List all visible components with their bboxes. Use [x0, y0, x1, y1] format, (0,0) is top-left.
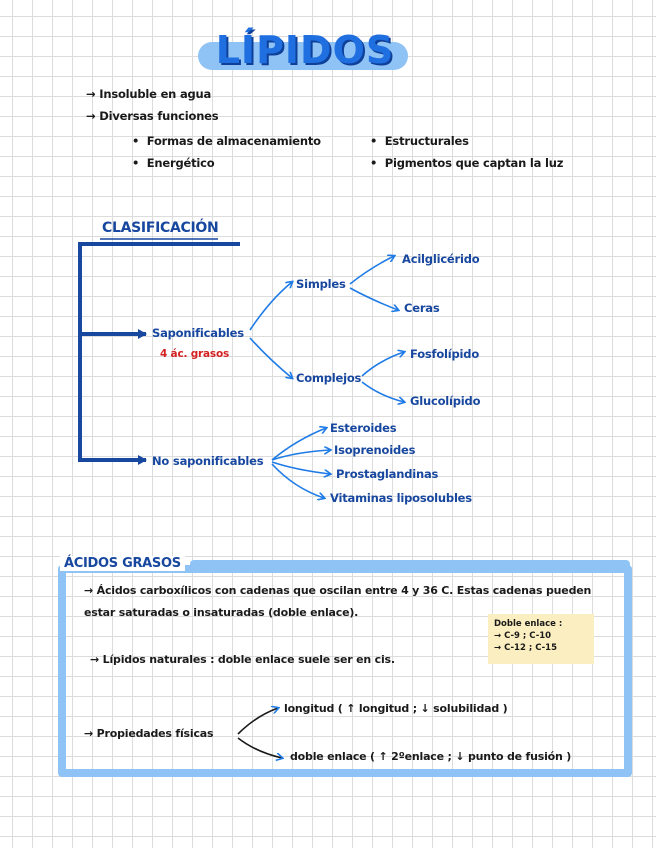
branch-simples — [250, 282, 292, 330]
branch-esteroides — [272, 428, 326, 460]
lipidos-naturales: → Lípidos naturales : doble enlace suele ser en cis. — [90, 653, 395, 666]
classification-heading: CLASIFICACIÓN — [102, 220, 219, 236]
function-text: Estructurales — [384, 134, 469, 148]
label-isoprenoides: Isoprenoides — [334, 443, 416, 457]
function-text: Formas de almacenamiento — [146, 134, 321, 148]
acidos-grasos-heading: ÁCIDOS GRASOS — [60, 556, 185, 571]
intro-item-1: → Insoluble en agua — [86, 87, 212, 101]
label-saponificables: Saponificables — [152, 326, 244, 340]
label-prostaglandinas: Prostaglandinas — [336, 467, 439, 481]
function-text: Pigmentos que captan la luz — [384, 156, 564, 170]
label-complejos: Complejos — [296, 371, 362, 385]
branch-isoprenoides — [272, 450, 330, 460]
acidos-line-1: → Ácidos carboxílicos con cadenas que oscilan entre 4 y 36 C. Estas cadenas pueden — [84, 584, 592, 597]
label-simples: Simples — [296, 277, 346, 291]
branch-complejos — [250, 338, 292, 378]
function-item: • Formas de almacenamiento — [132, 134, 321, 148]
branch-fosfolipido — [362, 352, 404, 376]
branch-glucolipido — [362, 382, 404, 402]
label-saponificables-note: 4 ác. grasos — [160, 348, 230, 360]
branch-acilglicerido — [350, 256, 394, 284]
function-item: • Pigmentos que captan la luz — [370, 156, 564, 170]
propiedades-fisicas: → Propiedades físicas — [84, 727, 214, 740]
label-vitaminas: Vitaminas liposolubles — [330, 491, 472, 505]
intro-item-1-text: Insoluble en agua — [99, 87, 212, 101]
doble-enlace-note — [488, 614, 594, 664]
function-item: • Energético — [132, 156, 215, 170]
propiedad-doble-enlace: doble enlace ( ↑ 2ºenlace ; ↓ punto de fusión ) — [290, 750, 572, 763]
label-esteroides: Esteroides — [330, 421, 397, 435]
acidos-line-2: estar saturadas o insaturadas (doble enlace). — [84, 606, 359, 619]
label-no-saponificables: No saponificables — [152, 454, 264, 468]
function-text: Energético — [146, 156, 215, 170]
intro-item-2-text: Diversas funciones — [99, 109, 219, 123]
function-item: • Estructurales — [370, 134, 469, 148]
note-line-1: → C-9 ; C-10 — [494, 631, 552, 641]
label-glucolipido: Glucolípido — [410, 394, 481, 408]
label-acilglicerido: Acilglicérido — [402, 252, 480, 266]
branch-ceras — [350, 288, 398, 310]
page-title: LÍPIDOS — [215, 28, 395, 72]
intro-item-2: → Diversas funciones — [86, 109, 219, 123]
label-fosfolipido: Fosfolípido — [410, 347, 480, 361]
note-line-2: → C-12 ; C-15 — [494, 643, 557, 653]
note-title: Doble enlace : — [494, 619, 563, 629]
label-ceras: Ceras — [404, 301, 440, 315]
propiedad-longitud: longitud ( ↑ longitud ; ↓ solubilidad ) — [284, 702, 508, 715]
